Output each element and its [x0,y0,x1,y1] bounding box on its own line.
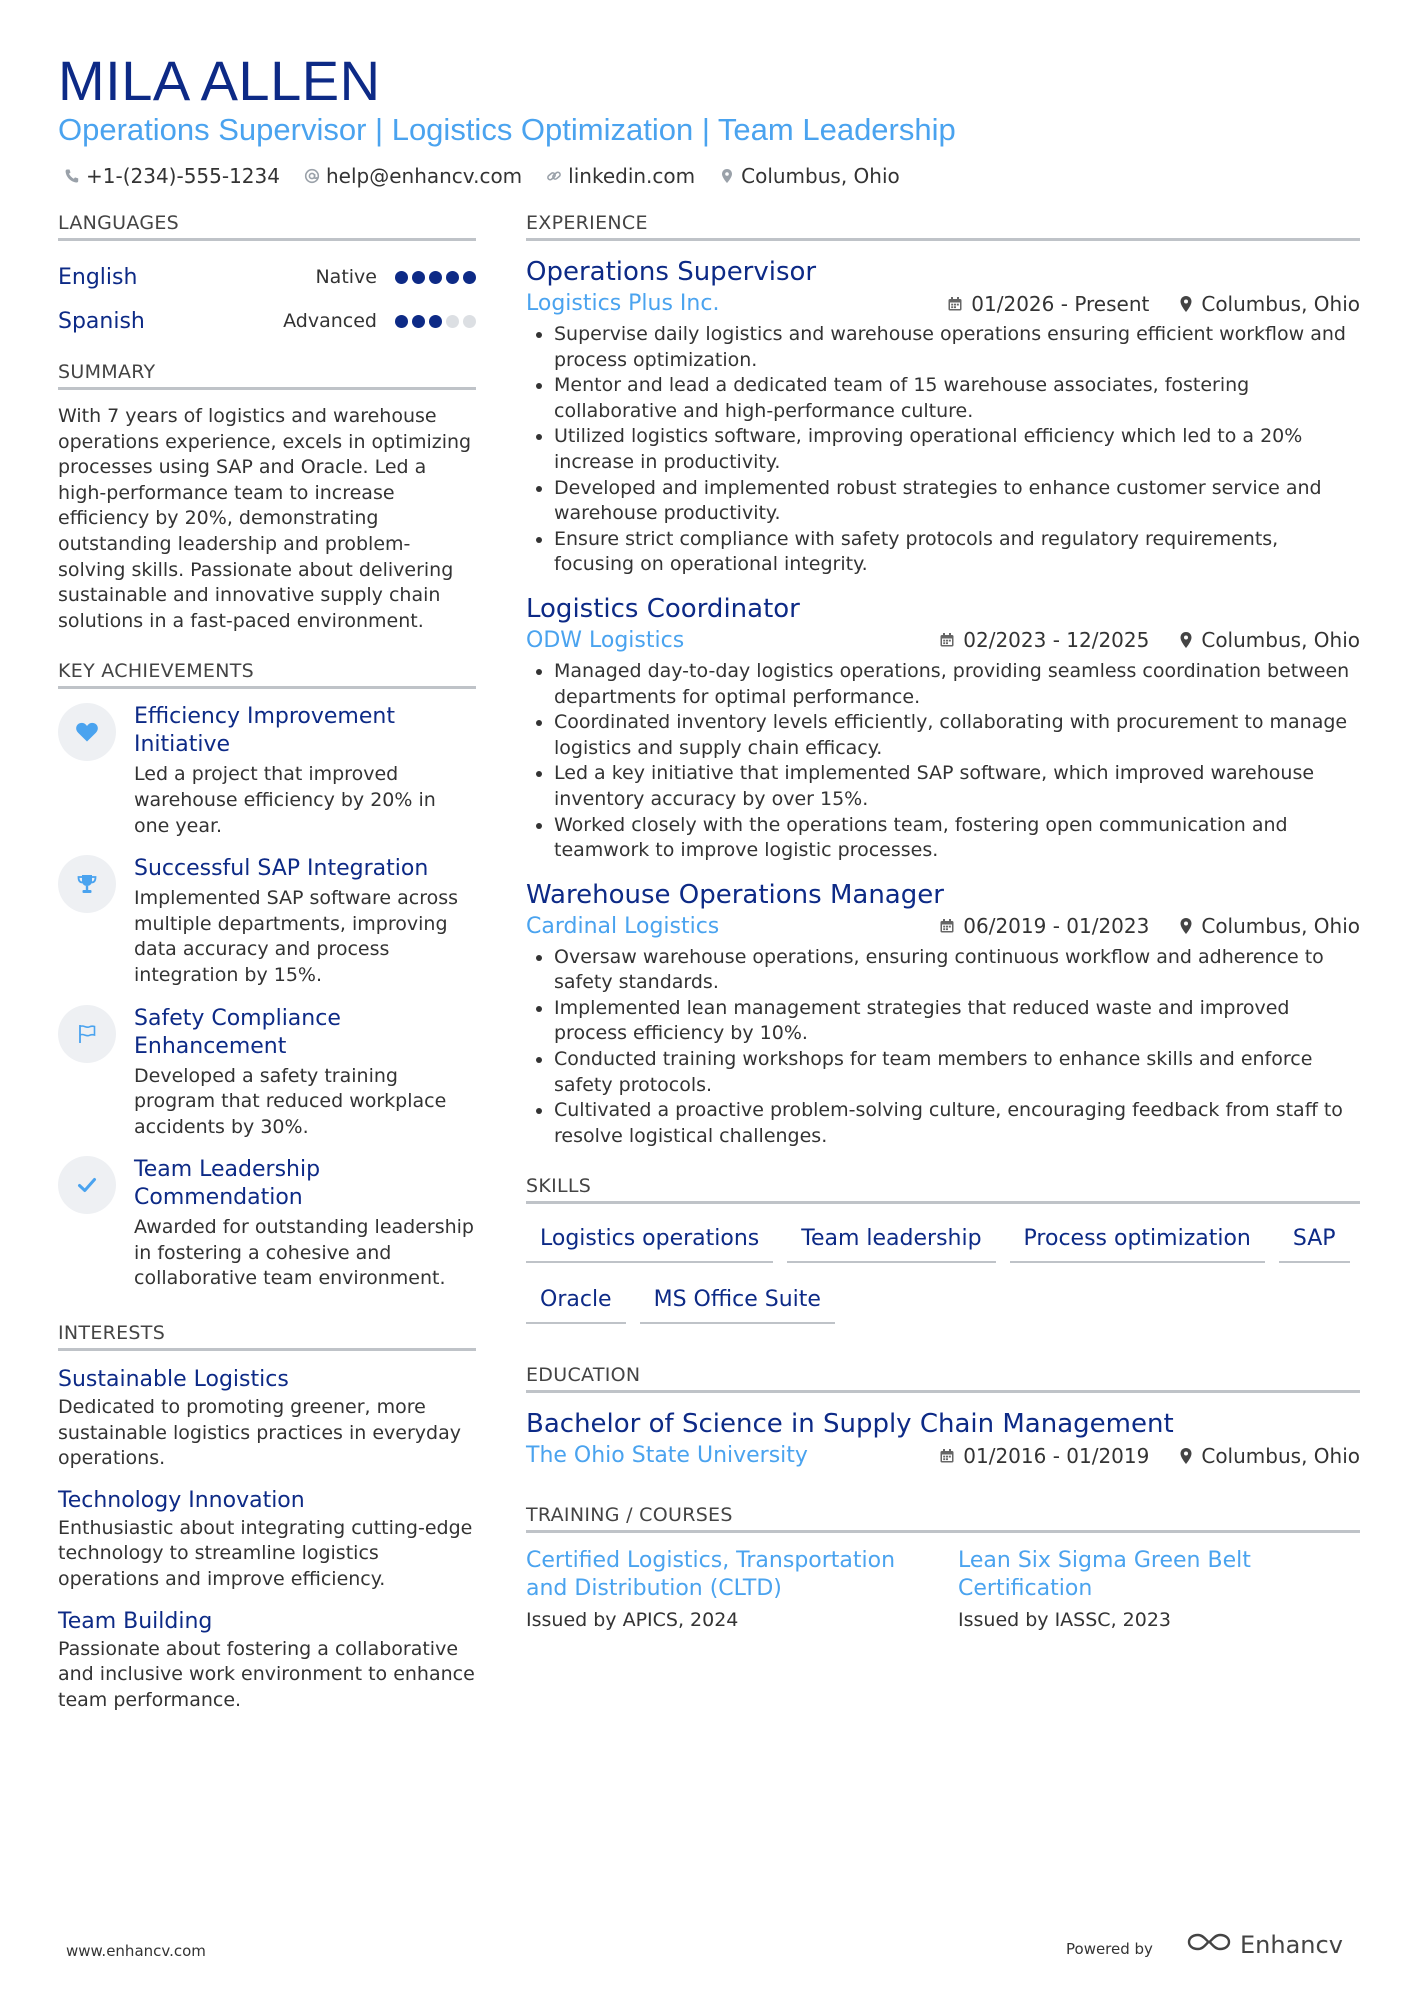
experience-entry [526,878,1360,1150]
powered-by-label: Powered by [1066,1940,1153,1958]
bullet-item: • Managed day-to-day logistics operations, providing seamless coordination between departments for optimal performance. [554,659,1360,710]
experience-heading: EXPERIENCE [526,212,1360,241]
job-title: Logistics Coordinator [526,593,800,624]
job-meta [526,291,1360,316]
interest-item [58,1486,476,1593]
training-heading: TRAINING / COURSES [526,1504,1360,1533]
interest-description: Enthusiastic about integrating cutting-edge technology to streamline logistics operations and improve efficiency. [58,1516,473,1591]
job-dates [939,628,1149,652]
course-issuer: Issued by APICS, 2024 [526,1609,739,1632]
proficiency-dot-filled [446,271,459,284]
proficiency-dot-filled [412,315,425,328]
bullet-item: • Supervise daily logistics and warehouse operations ensuring efficient workflow and process optimization. [554,322,1360,373]
date-range: 01/2016 - 01/2019 [963,1443,1150,1468]
education-dates [939,1444,1149,1468]
job-bullets [526,945,1360,1150]
right-column [526,212,1360,1631]
bullet-item: • Cultivated a proactive problem-solving culture, encouraging feedback from staff to resolve logistical challenges. [554,1098,1360,1149]
summary-text: With 7 years of logistics and warehouse operations experience, excels in optimizing processes using SAP and Oracle. Led a high-performance team to increase efficiency by 20%, demonstrating outstanding leadership and problem-solving skills. Passionate about delivering sustainable and innovative supply chain solutions in a fast-paced environment. [58,405,472,632]
bullet-item: • Oversaw warehouse operations, ensuring continuous workflow and adherence to safety standards. [554,945,1360,996]
calendar-icon [939,918,955,934]
proficiency-dot-filled [429,315,442,328]
bullet-item: • Ensure strict compliance with safety protocols and regulatory requirements, focusing on operational integrity. [554,527,1360,578]
left-column [58,212,476,1727]
achievement-title: Efficiency Improvement Initiative [134,704,395,758]
education-location [1179,1444,1360,1468]
job-meta [526,914,1360,939]
proficiency-dot-filled [463,271,476,284]
proficiency-dot-filled [395,271,408,284]
language-level: Advanced [283,310,377,332]
bullet-item: • Led a key initiative that implemented SAP software, which improved warehouse inventory accuracy by over 15%. [554,761,1360,812]
language-name: Spanish [58,308,145,334]
job-dates [939,914,1149,938]
languages-list [58,255,476,343]
location-pin-icon [1179,631,1193,649]
course-item [958,1547,1350,1631]
language-proficiency-dots [395,315,476,328]
interest-title: Technology Innovation [58,1487,305,1513]
location-text: Columbus, Ohio [1201,291,1360,316]
enhancv-logo[interactable] [1186,1930,1343,1960]
job-title: Warehouse Operations Manager [526,879,944,910]
proficiency-dot-empty [463,315,476,328]
degree-title: Bachelor of Science in Supply Chain Management [526,1409,1174,1440]
email-link[interactable]: help@enhancv.com [325,164,523,188]
job-bullets [526,659,1360,864]
trophy-icon [58,855,116,913]
achievement-description: Developed a safety training program that reduced workplace accidents by 30%. [134,1064,447,1138]
education-heading: EDUCATION [526,1364,1360,1393]
interest-title: Team Building [58,1608,213,1634]
interest-description: Passionate about fostering a collaborative and inclusive work environment to enhance team performance. [58,1637,475,1711]
check-icon [58,1156,116,1214]
company-name: Logistics Plus Inc. [526,291,720,316]
bullet-item: • Implemented lean management strategies that reduced waste and improved process efficiency by 10%. [554,996,1360,1047]
calendar-icon [939,1448,955,1464]
candidate-name: MILA ALLEN [58,49,381,112]
company-name: Cardinal Logistics [526,913,720,939]
bullet-item: • Worked closely with the operations team, fostering open communication and teamwork to improve logistic processes. [554,813,1360,864]
at-icon [304,168,320,184]
contact-bar [64,164,900,188]
interest-description: Dedicated to promoting greener, more sustainable logistics practices in everyday operations. [58,1396,461,1470]
brand-name: Enhancv [1240,1931,1343,1959]
achievements-heading: KEY ACHIEVEMENTS [58,660,476,689]
location-text: Columbus, Ohio [741,164,900,188]
contact-phone [64,164,280,188]
location-pin-icon [1179,295,1193,313]
language-item [58,255,476,299]
skills-heading: SKILLS [526,1175,1360,1204]
link-icon [546,168,562,184]
headline: Operations Supervisor | Logistics Optimization | Team Leadership [58,112,956,147]
date-range: 06/2019 - 01/2023 [963,914,1150,939]
contact-location [719,164,900,188]
education-meta [526,1443,1360,1468]
summary-heading: SUMMARY [58,361,476,390]
contact-linkedin[interactable] [546,164,695,188]
phone-text: +1-(234)-555-1234 [86,164,280,188]
footer-url[interactable]: www.enhancv.com [66,1942,206,1960]
skill-tag: Oracle [526,1279,626,1324]
experience-entry [526,255,1360,578]
company-name: ODW Logistics [526,627,685,653]
achievement-title: Successful SAP Integration [134,856,429,882]
interest-title: Sustainable Logistics [58,1367,289,1393]
job-location [1179,292,1360,316]
infinity-logo-icon [1186,1930,1232,1960]
location-pin-icon [1179,1447,1193,1465]
course-issuer: Issued by IASSC, 2023 [958,1609,1171,1632]
achievement-title: Team Leadership Commendation [134,1157,321,1211]
language-item [58,299,476,343]
job-meta [526,628,1360,653]
language-name: English [58,264,138,290]
job-dates [947,292,1149,316]
achievements-list [58,703,476,1292]
achievement-title: Safety Compliance Enhancement [134,1005,341,1059]
language-proficiency-dots [395,271,476,284]
skill-tag: SAP [1279,1218,1350,1263]
interests-list [58,1365,476,1713]
education-entry [526,1407,1360,1468]
contact-email[interactable] [304,164,522,188]
achievement-description: Led a project that improved warehouse efficiency by 20% in one year. [134,763,436,837]
proficiency-dot-filled [395,315,408,328]
bullet-item: • Utilized logistics software, improving operational efficiency which led to a 20% increase in productivity. [554,424,1360,475]
course-title: Certified Logistics, Transportation and Distribution (CLTD) [526,1548,896,1602]
location-text: Columbus, Ohio [1201,628,1360,653]
achievement-item [58,855,476,988]
job-bullets [526,322,1360,578]
achievement-item [58,1005,476,1141]
location-pin-icon [1179,917,1193,935]
interests-heading: INTERESTS [58,1322,476,1351]
skill-tag: Logistics operations [526,1218,773,1263]
proficiency-dot-filled [412,271,425,284]
location-text: Columbus, Ohio [1201,914,1360,939]
date-range: 02/2023 - 12/2025 [963,628,1150,653]
languages-heading: LANGUAGES [58,212,476,241]
bullet-item: • Conducted training workshops for team members to enhance skills and enforce safety protocols. [554,1047,1360,1098]
school-name: The Ohio State University [526,1443,808,1469]
job-location [1179,914,1360,938]
date-range: 01/2026 - Present [971,291,1150,316]
location-text: Columbus, Ohio [1201,1443,1360,1468]
phone-icon [64,168,80,184]
interest-item [58,1607,476,1714]
achievement-description: Implemented SAP software across multiple departments, improving data accuracy and process integration by 15%. [134,887,459,986]
calendar-icon [947,296,963,312]
achievement-item [58,703,476,839]
location-pin-icon [719,168,735,184]
interest-item [58,1365,476,1472]
bullet-item: • Mentor and lead a dedicated team of 15 warehouse associates, fostering collaborative and high-performance culture. [554,373,1360,424]
flag-icon [58,1005,116,1063]
job-title: Operations Supervisor [526,257,817,287]
achievement-description: Awarded for outstanding leadership in fostering a cohesive and collaborative team environment. [134,1216,474,1290]
skill-tag: Team leadership [787,1218,995,1263]
skill-tag: Process optimization [1010,1218,1265,1263]
achievement-item [58,1156,476,1292]
experience-entry [526,592,1360,864]
calendar-icon [939,632,955,648]
skill-tag: MS Office Suite [640,1279,835,1324]
course-item [526,1547,918,1631]
bullet-item: • Coordinated inventory levels efficiently, collaborating with procurement to manage logistics and supply chain efficacy. [554,710,1360,761]
linkedin-link[interactable]: linkedin.com [568,164,696,188]
language-level: Native [315,266,377,288]
proficiency-dot-empty [446,315,459,328]
courses-list [526,1547,1360,1631]
proficiency-dot-filled [429,271,442,284]
job-location [1179,628,1360,652]
skills-list [526,1218,1360,1324]
course-title: Lean Six Sigma Green Belt Certification [958,1548,1251,1602]
bullet-item: • Developed and implemented robust strategies to enhance customer service and warehouse productivity. [554,476,1360,527]
heart-icon [58,703,116,761]
